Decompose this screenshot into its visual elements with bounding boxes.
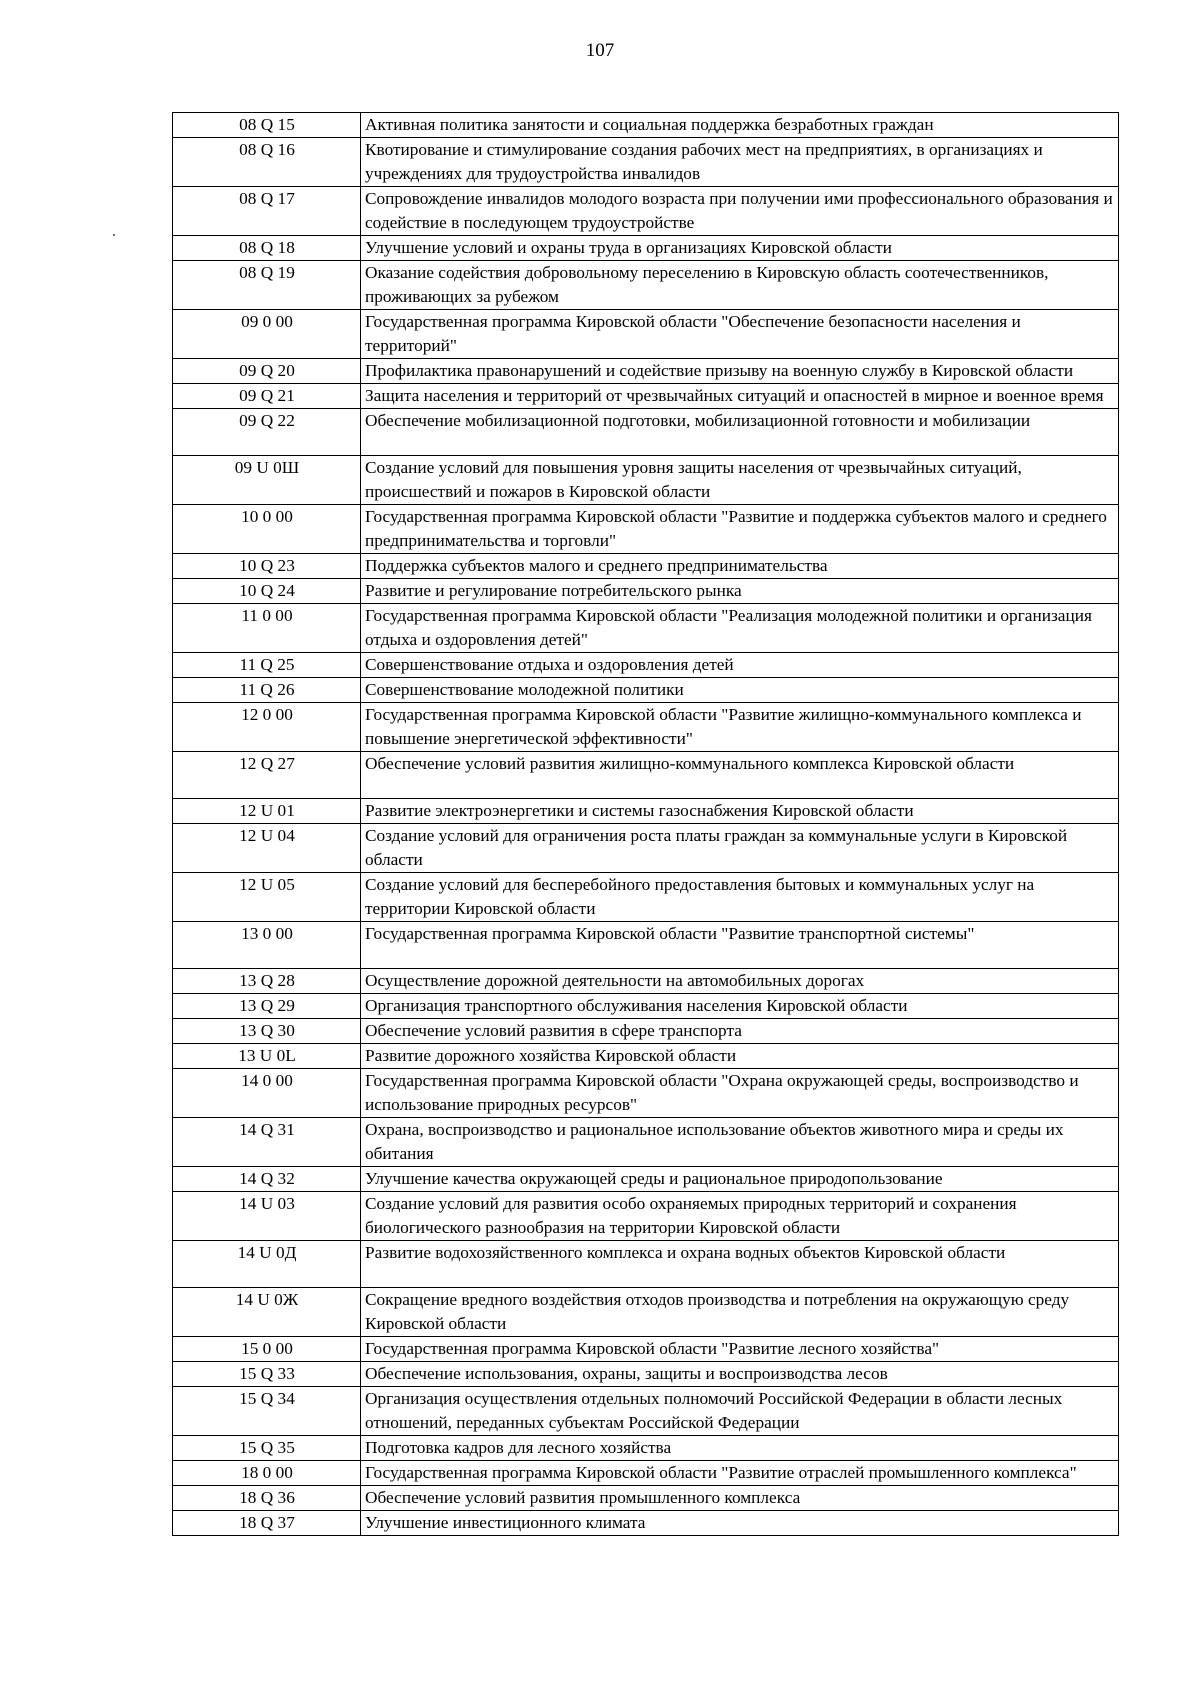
table-row: [173, 1069, 1119, 1118]
table-row: [173, 678, 1119, 703]
row-name: Квотирование и стимулирование создания рабочих мест на предприятиях, в организациях и учреждениях для трудоустройства инвалидов: [361, 138, 1119, 187]
row-code: 13 0 00: [173, 922, 361, 969]
table-row: [173, 824, 1119, 873]
table-row: [173, 1362, 1119, 1387]
row-name: Создание условий для повышения уровня защиты населения от чрезвычайных ситуаций, происшествий и пожаров в Кировской области: [361, 456, 1119, 505]
table-row: [173, 409, 1119, 456]
table-row: [173, 1461, 1119, 1486]
row-name: Создание условий для развития особо охраняемых природных территорий и сохранения биологического разнообразия на территории Кировской области: [361, 1192, 1119, 1241]
row-code: 12 Q 27: [173, 752, 361, 799]
row-name: Сопровождение инвалидов молодого возраста при получении ими профессионального образования и содействие в последующем трудоустройстве: [361, 187, 1119, 236]
row-name: Государственная программа Кировской области "Охрана окружающей среды, воспроизводство и использование природных ресурсов": [361, 1069, 1119, 1118]
row-name: Государственная программа Кировской области "Развитие лесного хозяйства": [361, 1337, 1119, 1362]
table-row: [173, 554, 1119, 579]
table-row: [173, 873, 1119, 922]
row-code: 18 Q 36: [173, 1486, 361, 1511]
table-row: [173, 799, 1119, 824]
row-name: Государственная программа Кировской области "Обеспечение безопасности населения и территорий": [361, 310, 1119, 359]
row-name: Государственная программа Кировской области "Развитие отраслей промышленного комплекса": [361, 1461, 1119, 1486]
row-name: Обеспечение использования, охраны, защиты и воспроизводства лесов: [361, 1362, 1119, 1387]
table-row: [173, 703, 1119, 752]
table-row: [173, 261, 1119, 310]
table-row: [173, 384, 1119, 409]
row-code: 12 U 04: [173, 824, 361, 873]
row-name: Профилактика правонарушений и содействие призыву на военную службу в Кировской области: [361, 359, 1119, 384]
page-number: 107: [585, 40, 615, 61]
row-name: Осуществление дорожной деятельности на автомобильных дорогах: [361, 969, 1119, 994]
row-code: 11 0 00: [173, 604, 361, 653]
row-name: Создание условий для ограничения роста платы граждан за коммунальные услуги в Кировской области: [361, 824, 1119, 873]
row-code: 12 U 01: [173, 799, 361, 824]
row-code: 15 Q 35: [173, 1436, 361, 1461]
row-code: 18 Q 37: [173, 1511, 361, 1536]
row-code: 10 Q 24: [173, 579, 361, 604]
row-name: Развитие дорожного хозяйства Кировской области: [361, 1044, 1119, 1069]
row-code: 15 Q 34: [173, 1387, 361, 1436]
row-name: Совершенствование отдыха и оздоровления детей: [361, 653, 1119, 678]
table-row: [173, 1118, 1119, 1167]
row-name: Организация осуществления отдельных полномочий Российской Федерации в области лесных отношений, переданных субъектам Российской Федерации: [361, 1387, 1119, 1436]
row-code: 18 0 00: [173, 1461, 361, 1486]
row-name: Защита населения и территорий от чрезвычайных ситуаций и опасностей в мирное и военное время: [361, 384, 1119, 409]
row-code: 14 0 00: [173, 1069, 361, 1118]
table-row: [173, 1337, 1119, 1362]
table-row: [173, 1019, 1119, 1044]
row-name: Организация транспортного обслуживания населения Кировской области: [361, 994, 1119, 1019]
table-row: [173, 653, 1119, 678]
row-name: Оказание содействия добровольному переселению в Кировскую область соотечественников, проживающих за рубежом: [361, 261, 1119, 310]
row-name: Развитие электроэнергетики и системы газоснабжения Кировской области: [361, 799, 1119, 824]
row-name: Улучшение качества окружающей среды и рациональное природопользование: [361, 1167, 1119, 1192]
row-name: Улучшение инвестиционного климата: [361, 1511, 1119, 1536]
table-row: [173, 579, 1119, 604]
row-code: 08 Q 17: [173, 187, 361, 236]
row-code: 14 U 0Д: [173, 1241, 361, 1288]
table-row: [173, 236, 1119, 261]
scan-speck: [113, 234, 115, 236]
budget-codes-table: [172, 112, 1119, 1536]
row-code: 13 Q 30: [173, 1019, 361, 1044]
table-body: [173, 113, 1119, 1536]
row-name: Обеспечение условий развития в сфере транспорта: [361, 1019, 1119, 1044]
row-name: Сокращение вредного воздействия отходов производства и потребления на окружающую среду Кировской области: [361, 1288, 1119, 1337]
row-name: Государственная программа Кировской области "Реализация молодежной политики и организация отдыха и оздоровления детей": [361, 604, 1119, 653]
row-name: Государственная программа Кировской области "Развитие транспортной системы": [361, 922, 1119, 969]
row-name: Улучшение условий и охраны труда в организациях Кировской области: [361, 236, 1119, 261]
row-code: 10 0 00: [173, 505, 361, 554]
row-name: Совершенствование молодежной политики: [361, 678, 1119, 703]
row-code: 09 U 0Ш: [173, 456, 361, 505]
table-row: [173, 138, 1119, 187]
row-name: Обеспечение мобилизационной подготовки, мобилизационной готовности и мобилизации: [361, 409, 1119, 456]
row-name: Развитие и регулирование потребительского рынка: [361, 579, 1119, 604]
row-name: Создание условий для бесперебойного предоставления бытовых и коммунальных услуг на территории Кировской области: [361, 873, 1119, 922]
row-code: 08 Q 18: [173, 236, 361, 261]
row-name: Подготовка кадров для лесного хозяйства: [361, 1436, 1119, 1461]
row-code: 14 U 03: [173, 1192, 361, 1241]
table-row: [173, 359, 1119, 384]
table-row: [173, 604, 1119, 653]
row-name: Поддержка субъектов малого и среднего предпринимательства: [361, 554, 1119, 579]
row-code: 11 Q 26: [173, 678, 361, 703]
row-name: Обеспечение условий развития жилищно-коммунального комплекса Кировской области: [361, 752, 1119, 799]
row-code: 10 Q 23: [173, 554, 361, 579]
table-row: [173, 310, 1119, 359]
table-row: [173, 1486, 1119, 1511]
row-code: 12 0 00: [173, 703, 361, 752]
table-row: [173, 1288, 1119, 1337]
row-code: 13 U 0L: [173, 1044, 361, 1069]
table-row: [173, 113, 1119, 138]
row-name: Государственная программа Кировской области "Развитие и поддержка субъектов малого и среднего предпринимательства и торговли": [361, 505, 1119, 554]
row-name: Развитие водохозяйственного комплекса и охрана водных объектов Кировской области: [361, 1241, 1119, 1288]
table-row: [173, 752, 1119, 799]
row-code: 08 Q 15: [173, 113, 361, 138]
table-row: [173, 1192, 1119, 1241]
row-code: 13 Q 28: [173, 969, 361, 994]
row-code: 13 Q 29: [173, 994, 361, 1019]
table-row: [173, 1167, 1119, 1192]
table-row: [173, 1241, 1119, 1288]
table-row: [173, 994, 1119, 1019]
row-name: Обеспечение условий развития промышленного комплекса: [361, 1486, 1119, 1511]
row-name: Активная политика занятости и социальная поддержка безработных граждан: [361, 113, 1119, 138]
row-code: 14 Q 31: [173, 1118, 361, 1167]
table-row: [173, 969, 1119, 994]
row-code: 09 Q 20: [173, 359, 361, 384]
row-code: 11 Q 25: [173, 653, 361, 678]
row-code: 08 Q 16: [173, 138, 361, 187]
table-row: [173, 505, 1119, 554]
table-row: [173, 1387, 1119, 1436]
table-row: [173, 187, 1119, 236]
table-row: [173, 1511, 1119, 1536]
table-row: [173, 1044, 1119, 1069]
table-row: [173, 922, 1119, 969]
row-code: 08 Q 19: [173, 261, 361, 310]
row-code: 15 Q 33: [173, 1362, 361, 1387]
table-row: [173, 1436, 1119, 1461]
row-name: Охрана, воспроизводство и рациональное использование объектов животного мира и среды их обитания: [361, 1118, 1119, 1167]
row-code: 15 0 00: [173, 1337, 361, 1362]
row-code: 14 U 0Ж: [173, 1288, 361, 1337]
row-code: 09 Q 22: [173, 409, 361, 456]
row-code: 12 U 05: [173, 873, 361, 922]
table-row: [173, 456, 1119, 505]
row-code: 09 Q 21: [173, 384, 361, 409]
row-code: 09 0 00: [173, 310, 361, 359]
row-code: 14 Q 32: [173, 1167, 361, 1192]
row-name: Государственная программа Кировской области "Развитие жилищно-коммунального комплекса и повышение энергетической эффективности": [361, 703, 1119, 752]
